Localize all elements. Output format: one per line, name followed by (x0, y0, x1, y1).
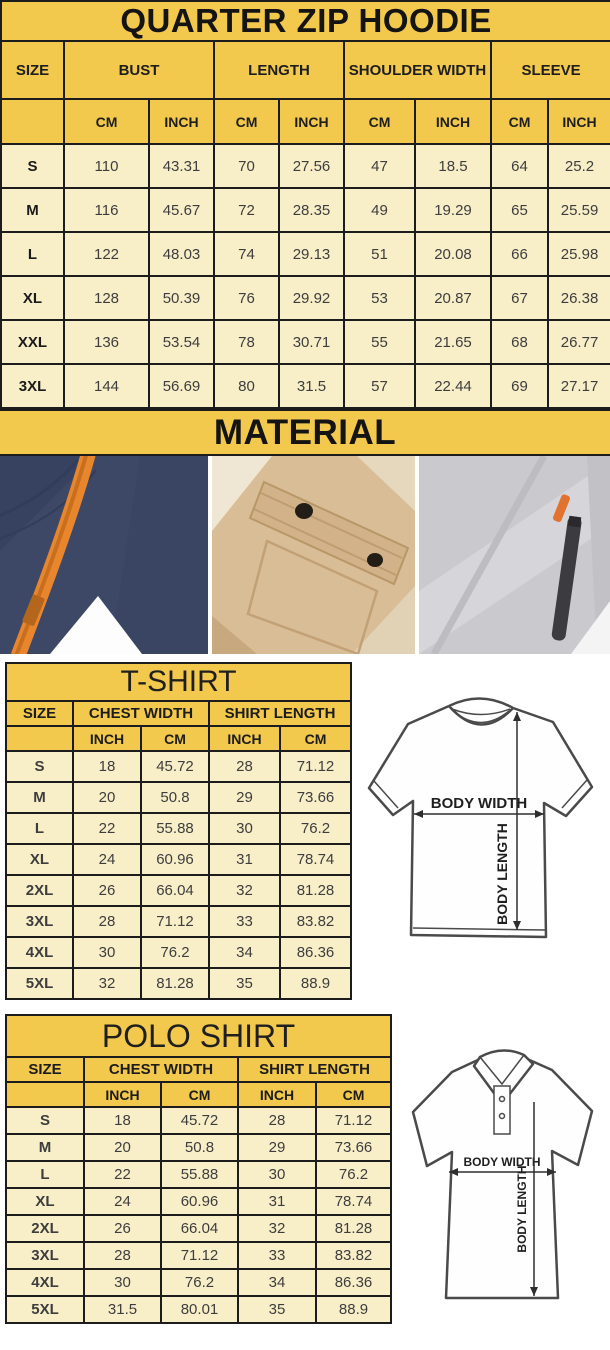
measurement-value: 31.5 (84, 1296, 161, 1323)
size-row (6, 1188, 391, 1215)
unit-header: INCH (238, 1082, 316, 1107)
unit-header: CM (280, 726, 351, 751)
measurement-value: 30 (209, 813, 280, 844)
measurement-value: 69 (491, 364, 548, 408)
measurement-value: 136 (64, 320, 149, 364)
size-label: S (6, 1107, 84, 1134)
tshirt-outline (369, 706, 592, 937)
col-header-bust: BUST (64, 41, 214, 99)
measurement-value: 45.67 (149, 188, 214, 232)
measurement-value: 34 (209, 937, 280, 968)
measurement-value: 24 (84, 1188, 161, 1215)
measurement-value: 30.71 (279, 320, 344, 364)
measurement-value: 26.77 (548, 320, 610, 364)
measurement-value: 29 (209, 782, 280, 813)
size-row (6, 751, 351, 782)
measurement-value: 88.9 (280, 968, 351, 999)
measurement-value: 76 (214, 276, 279, 320)
measurement-value: 81.28 (316, 1215, 391, 1242)
measurement-value: 86.36 (316, 1269, 391, 1296)
size-row (6, 906, 351, 937)
size-label: L (6, 813, 73, 844)
size-label: L (6, 1161, 84, 1188)
photo-khaki-pocket (212, 456, 415, 654)
measurement-value: 76.2 (316, 1161, 391, 1188)
size-label: 4XL (6, 937, 73, 968)
measurement-value: 20.08 (415, 232, 491, 276)
measurement-value: 18 (73, 751, 141, 782)
measurement-value: 72 (214, 188, 279, 232)
size-row (6, 1242, 391, 1269)
size-label: M (1, 188, 64, 232)
size-label: XL (6, 844, 73, 875)
measurement-value: 71.12 (141, 906, 209, 937)
button-placket (494, 1086, 510, 1134)
measurement-value: 71.12 (280, 751, 351, 782)
empty-corner-cell (6, 726, 73, 751)
measurement-value: 122 (64, 232, 149, 276)
unit-header: INCH (84, 1082, 161, 1107)
measurement-value: 34 (238, 1269, 316, 1296)
measurement-value: 66 (491, 232, 548, 276)
size-row (1, 188, 610, 232)
measurement-value: 83.82 (280, 906, 351, 937)
unit-header: INCH (209, 726, 280, 751)
measurement-value: 31 (209, 844, 280, 875)
measurement-value: 22.44 (415, 364, 491, 408)
size-row (6, 1296, 391, 1323)
measurement-value: 81.28 (280, 875, 351, 906)
size-label: 3XL (6, 906, 73, 937)
measurement-value: 48.03 (149, 232, 214, 276)
measurement-value: 78.74 (316, 1188, 391, 1215)
measurement-value: 45.72 (161, 1107, 238, 1134)
measurement-value: 71.12 (161, 1242, 238, 1269)
tshirt-column-header-row (6, 701, 351, 726)
measurement-value: 60.96 (141, 844, 209, 875)
unit-header: INCH (279, 99, 344, 144)
measurement-value: 30 (238, 1161, 316, 1188)
size-row (1, 364, 610, 408)
measurement-value: 70 (214, 144, 279, 188)
measurement-value: 35 (238, 1296, 316, 1323)
tshirt-size-table (5, 662, 352, 1000)
measurement-value: 128 (64, 276, 149, 320)
measurement-value: 26.38 (548, 276, 610, 320)
size-label: 3XL (6, 1242, 84, 1269)
measurement-value: 53 (344, 276, 415, 320)
measurement-value: 55 (344, 320, 415, 364)
size-row (6, 968, 351, 999)
unit-header: CM (141, 726, 209, 751)
measurement-value: 29.92 (279, 276, 344, 320)
size-label: 4XL (6, 1269, 84, 1296)
body-length-label: BODY LENGTH (515, 1165, 529, 1253)
measurement-value: 60.96 (161, 1188, 238, 1215)
measurement-value: 81.28 (141, 968, 209, 999)
polo-column-header-row (6, 1057, 391, 1082)
measurement-value: 51 (344, 232, 415, 276)
measurement-value: 27.17 (548, 364, 610, 408)
polo-title: POLO SHIRT (6, 1015, 391, 1057)
size-row (1, 276, 610, 320)
unit-header: CM (344, 99, 415, 144)
measurement-value: 50.8 (161, 1134, 238, 1161)
tshirt-diagram (352, 662, 610, 962)
measurement-value: 55.88 (161, 1161, 238, 1188)
unit-header: INCH (149, 99, 214, 144)
material-banner: MATERIAL (0, 409, 610, 456)
measurement-value: 29 (238, 1134, 316, 1161)
size-label: XL (6, 1188, 84, 1215)
tshirt-section (0, 662, 610, 1000)
measurement-value: 64 (491, 144, 548, 188)
empty-corner-cell (1, 99, 64, 144)
measurement-value: 30 (84, 1269, 161, 1296)
measurement-value: 86.36 (280, 937, 351, 968)
unit-header: INCH (415, 99, 491, 144)
size-label: XXL (1, 320, 64, 364)
size-label: S (6, 751, 73, 782)
measurement-value: 27.56 (279, 144, 344, 188)
unit-header: CM (491, 99, 548, 144)
zipper-slider (568, 516, 581, 528)
tshirt-title: T-SHIRT (6, 663, 351, 701)
measurement-value: 25.59 (548, 188, 610, 232)
measurement-value: 22 (84, 1161, 161, 1188)
measurement-value: 28 (84, 1242, 161, 1269)
tshirt-unit-header-row (6, 726, 351, 751)
size-label: 5XL (6, 968, 73, 999)
measurement-value: 33 (209, 906, 280, 937)
measurement-value: 21.65 (415, 320, 491, 364)
size-row (6, 875, 351, 906)
unit-header: CM (316, 1082, 391, 1107)
unit-header: CM (161, 1082, 238, 1107)
measurement-value: 78 (214, 320, 279, 364)
measurement-value: 18.5 (415, 144, 491, 188)
tshirt-title-row (6, 663, 351, 701)
measurement-value: 32 (73, 968, 141, 999)
measurement-value: 73.66 (316, 1134, 391, 1161)
measurement-value: 66.04 (141, 875, 209, 906)
measurement-value: 73.66 (280, 782, 351, 813)
measurement-value: 43.31 (149, 144, 214, 188)
measurement-value: 74 (214, 232, 279, 276)
measurement-value: 47 (344, 144, 415, 188)
size-row (6, 937, 351, 968)
measurement-value: 56.69 (149, 364, 214, 408)
empty-corner-cell (6, 1082, 84, 1107)
col-header-size: SIZE (6, 701, 73, 726)
hoodie-unit-header-row (1, 99, 610, 144)
measurement-value: 25.2 (548, 144, 610, 188)
hoodie-table-body (1, 144, 610, 408)
size-label: M (6, 1134, 84, 1161)
measurement-value: 19.29 (415, 188, 491, 232)
material-photos (0, 456, 610, 654)
measurement-value: 55.88 (141, 813, 209, 844)
snap-button (367, 553, 383, 567)
unit-header: INCH (73, 726, 141, 751)
col-header-length: LENGTH (214, 41, 344, 99)
measurement-value: 20.87 (415, 276, 491, 320)
body-length-label: BODY LENGTH (494, 823, 510, 925)
measurement-value: 22 (73, 813, 141, 844)
measurement-value: 28 (209, 751, 280, 782)
measurement-value: 57 (344, 364, 415, 408)
measurement-value: 76.2 (161, 1269, 238, 1296)
size-row (6, 1269, 391, 1296)
measurement-value: 53.54 (149, 320, 214, 364)
measurement-value: 71.12 (316, 1107, 391, 1134)
hoodie-column-header-row (1, 41, 610, 99)
measurement-value: 83.82 (316, 1242, 391, 1269)
size-label: L (1, 232, 64, 276)
body-width-label: BODY WIDTH (430, 795, 528, 812)
size-row (6, 1134, 391, 1161)
measurement-value: 50.8 (141, 782, 209, 813)
measurement-value: 32 (238, 1215, 316, 1242)
size-row (6, 1161, 391, 1188)
measurement-value: 80 (214, 364, 279, 408)
polo-size-table (5, 1014, 392, 1324)
measurement-value: 24 (73, 844, 141, 875)
snap-button (295, 503, 313, 519)
photo-gray-zipper (419, 456, 610, 654)
measurement-value: 116 (64, 188, 149, 232)
measurement-value: 32 (209, 875, 280, 906)
measurement-value: 25.98 (548, 232, 610, 276)
measurement-value: 76.2 (280, 813, 351, 844)
unit-header: CM (214, 99, 279, 144)
unit-header: CM (64, 99, 149, 144)
measurement-value: 78.74 (280, 844, 351, 875)
size-label: 2XL (6, 875, 73, 906)
measurement-value: 26 (73, 875, 141, 906)
measurement-value: 68 (491, 320, 548, 364)
col-header-size: SIZE (6, 1057, 84, 1082)
measurement-value: 30 (73, 937, 141, 968)
measurement-value: 45.72 (141, 751, 209, 782)
size-label: XL (1, 276, 64, 320)
hoodie-title: QUARTER ZIP HOODIE (1, 1, 610, 41)
measurement-value: 49 (344, 188, 415, 232)
measurement-value: 110 (64, 144, 149, 188)
measurement-value: 50.39 (149, 276, 214, 320)
col-header-size: SIZE (1, 41, 64, 99)
size-row (6, 813, 351, 844)
measurement-value: 88.9 (316, 1296, 391, 1323)
measurement-value: 144 (64, 364, 149, 408)
tshirt-table-body (6, 751, 351, 999)
size-row (6, 844, 351, 875)
col-header-sleeve: SLEEVE (491, 41, 610, 99)
measurement-value: 65 (491, 188, 548, 232)
col-header-shoulder-width: SHOULDER WIDTH (344, 41, 491, 99)
measurement-value: 18 (84, 1107, 161, 1134)
size-label: S (1, 144, 64, 188)
size-row (1, 320, 610, 364)
size-row (6, 1215, 391, 1242)
hoodie-size-table (0, 0, 610, 409)
polo-section (0, 1014, 610, 1324)
measurement-value: 66.04 (161, 1215, 238, 1242)
measurement-value: 31.5 (279, 364, 344, 408)
measurement-value: 20 (84, 1134, 161, 1161)
tshirt-measurement-diagram (356, 662, 606, 962)
size-label: 5XL (6, 1296, 84, 1323)
body-width-label: BODY WIDTH (463, 1155, 541, 1169)
size-label: M (6, 782, 73, 813)
measurement-value: 31 (238, 1188, 316, 1215)
measurement-value: 76.2 (141, 937, 209, 968)
polo-table-body (6, 1107, 391, 1323)
measurement-value: 35 (209, 968, 280, 999)
size-row (1, 232, 610, 276)
polo-title-row (6, 1015, 391, 1057)
measurement-value: 33 (238, 1242, 316, 1269)
unit-header: INCH (548, 99, 610, 144)
size-label: 3XL (1, 364, 64, 408)
col-header-chest-width: CHEST WIDTH (84, 1057, 238, 1082)
polo-unit-header-row (6, 1082, 391, 1107)
size-label: 2XL (6, 1215, 84, 1242)
size-row (6, 782, 351, 813)
measurement-value: 26 (84, 1215, 161, 1242)
measurement-value: 28 (73, 906, 141, 937)
measurement-value: 28 (238, 1107, 316, 1134)
photo-navy-drawstring (0, 456, 208, 654)
measurement-value: 80.01 (161, 1296, 238, 1323)
measurement-value: 20 (73, 782, 141, 813)
col-header-chest-width: CHEST WIDTH (73, 701, 209, 726)
polo-measurement-diagram (396, 1014, 606, 1314)
measurement-value: 67 (491, 276, 548, 320)
measurement-value: 29.13 (279, 232, 344, 276)
polo-diagram (392, 1014, 610, 1314)
col-header-shirt-length: SHIRT LENGTH (209, 701, 351, 726)
size-row (6, 1107, 391, 1134)
size-row (1, 144, 610, 188)
measurement-value: 28.35 (279, 188, 344, 232)
col-header-shirt-length: SHIRT LENGTH (238, 1057, 391, 1082)
hoodie-title-row (1, 1, 610, 41)
